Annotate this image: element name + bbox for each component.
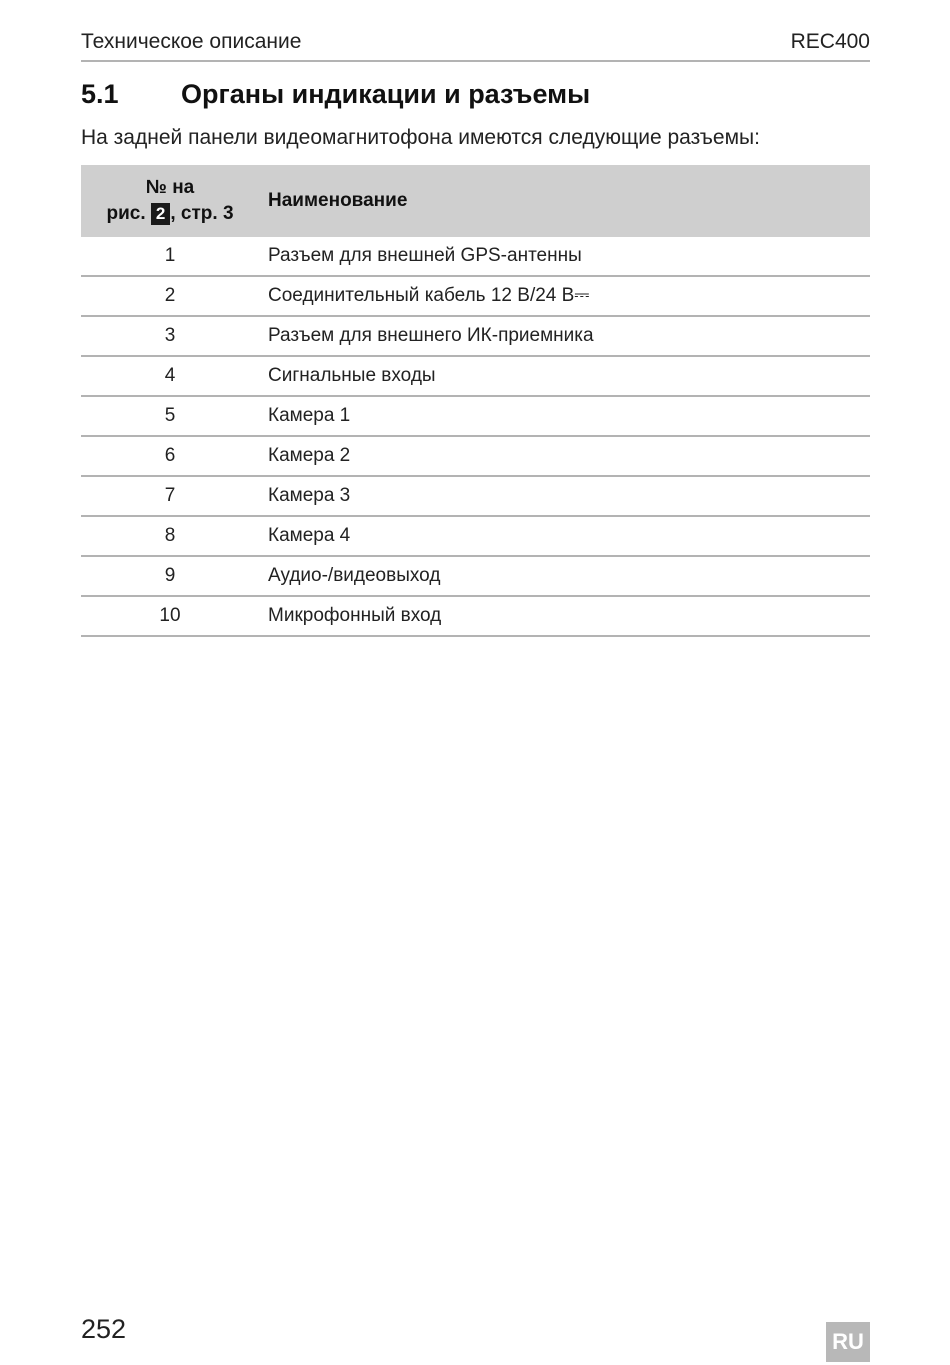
row-name: Камера 3 — [259, 476, 870, 516]
column-header-number-prefix: рис. — [106, 203, 146, 224]
row-name: Камера 1 — [259, 396, 870, 436]
connectors-table — [81, 165, 870, 637]
table-row — [81, 396, 870, 436]
table-row — [81, 596, 870, 636]
row-number: 1 — [81, 237, 259, 276]
table-row — [81, 556, 870, 596]
table-header-row — [81, 165, 870, 237]
table-row — [81, 516, 870, 556]
row-number: 9 — [81, 556, 259, 596]
language-badge: RU — [826, 1322, 870, 1362]
row-name: Микрофонный вход — [259, 596, 870, 636]
table-row — [81, 276, 870, 316]
section-title: Органы индикации и разъемы — [181, 79, 591, 109]
row-name: Аудио-/видеовыход — [259, 556, 870, 596]
row-number: 3 — [81, 316, 259, 356]
column-header-name: Наименование — [259, 165, 870, 237]
row-number: 4 — [81, 356, 259, 396]
header-doc-title: Техническое описание — [81, 30, 302, 53]
header-model: REC400 — [790, 30, 870, 53]
table-row — [81, 476, 870, 516]
page-number: 252 — [81, 1314, 127, 1344]
section-heading — [81, 79, 870, 110]
row-number: 8 — [81, 516, 259, 556]
row-number: 2 — [81, 276, 259, 316]
row-name: Разъем для внешнего ИК-приемника — [259, 316, 870, 356]
row-name: Разъем для внешней GPS-антенны — [259, 237, 870, 276]
column-header-number-suffix: , стр. 3 — [170, 203, 234, 224]
table-row — [81, 436, 870, 476]
table-row — [81, 356, 870, 396]
row-name: Камера 4 — [259, 516, 870, 556]
intro-text: На задней панели видеомагнитофона имеются следующие разъемы: — [81, 126, 760, 149]
row-name: Соединительный кабель 12 В/24 В⎓ — [259, 276, 870, 316]
table-row — [81, 316, 870, 356]
row-number: 10 — [81, 596, 259, 636]
table-row — [81, 237, 870, 276]
column-header-number — [81, 165, 259, 237]
row-name: Сигнальные входы — [259, 356, 870, 396]
row-number: 6 — [81, 436, 259, 476]
column-header-number-line1: № на — [145, 177, 195, 198]
page-header — [81, 30, 870, 62]
row-number: 5 — [81, 396, 259, 436]
figure-reference-badge: 2 — [151, 203, 170, 225]
row-name: Камера 2 — [259, 436, 870, 476]
section-number: 5.1 — [81, 79, 119, 109]
row-number: 7 — [81, 476, 259, 516]
